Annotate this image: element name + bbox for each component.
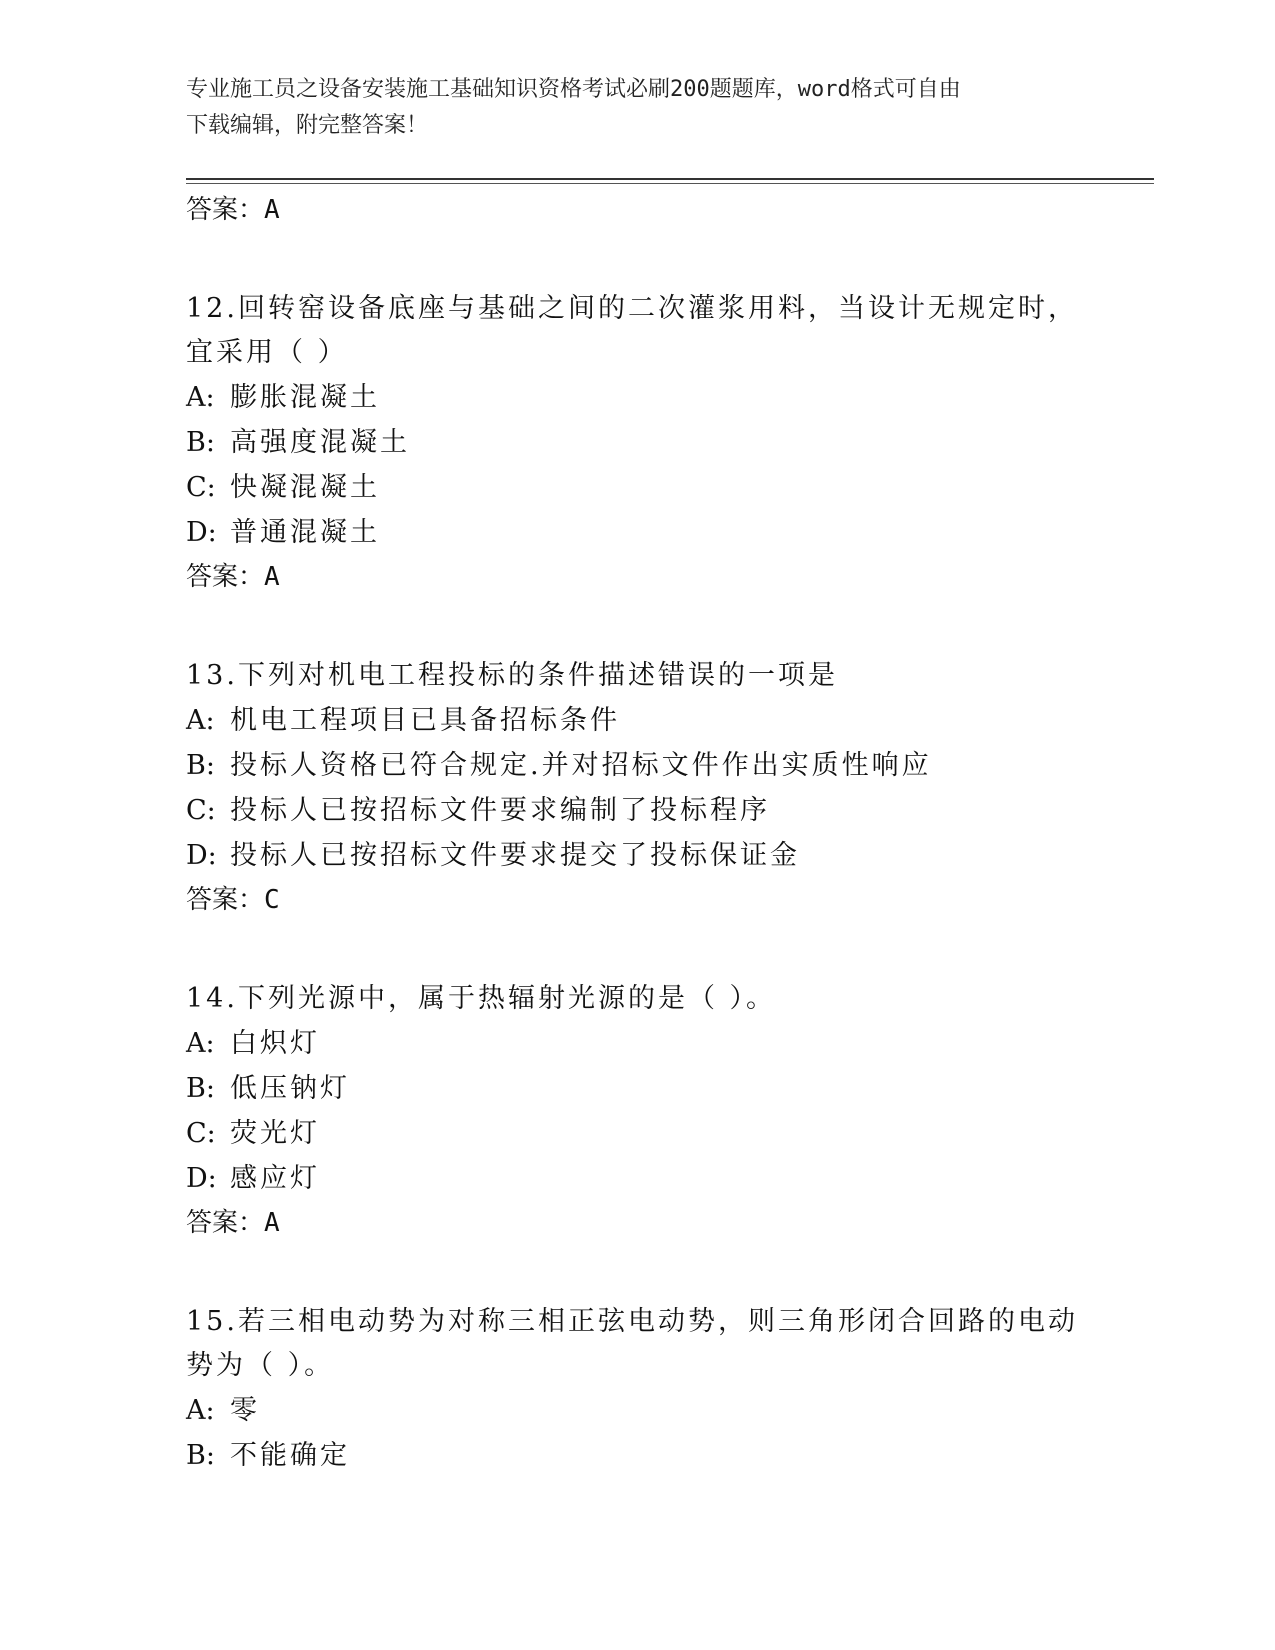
option-text: 感应灯 [230,1163,320,1194]
answer-line: 答案：A [186,1208,280,1238]
question-stem: 13.下列对机电工程投标的条件描述错误的一项是 [186,660,838,691]
option-c [186,788,1154,833]
option-d [186,833,1154,878]
header-line-1: 专业施工员之设备安装施工基础知识资格考试必刷200题题库，word格式可自由 [186,77,961,102]
option-letter: B: [186,1440,215,1471]
option-letter: C: [186,795,216,826]
option-letter: B: [186,427,215,458]
option-b [186,743,1154,788]
option-letter: D: [186,840,217,871]
option-letter: A: [186,1395,215,1426]
option-text: 投标人已按招标文件要求提交了投标保证金 [230,840,800,871]
option-text: 荧光灯 [230,1118,320,1149]
option-text: 低压钠灯 [230,1073,350,1104]
question-stem: 14.下列光源中，属于热辐射光源的是（ ）。 [186,983,777,1014]
option-text: 快凝混凝土 [230,472,380,503]
option-letter: A: [186,1028,215,1059]
option-b [186,1433,1154,1478]
option-text: 普通混凝土 [230,517,380,548]
question-13 [186,654,1154,922]
question-14 [186,977,1154,1245]
option-text: 投标人已按招标文件要求编制了投标程序 [230,795,770,826]
question-list [186,186,1154,1478]
option-d [186,1156,1154,1201]
header-line-2: 下载编辑，附完整答案！ [186,113,429,138]
option-letter: D: [186,517,217,548]
document-header [186,72,1086,144]
header-divider-thin [186,183,1154,184]
answer-line: 答案：C [186,885,280,915]
option-text: 投标人资格已符合规定.并对招标文件作出实质性响应 [230,750,932,781]
header-divider-thick [186,178,1154,180]
option-c [186,1111,1154,1156]
option-a [186,698,1154,743]
option-letter: B: [186,750,215,781]
question-stem: 15.若三相电动势为对称三相正弦电动势，则三角形闭合回路的电动势为（ ）。 [186,1306,1078,1381]
option-a [186,1388,1154,1433]
option-letter: C: [186,472,216,503]
option-text: 高强度混凝土 [230,427,410,458]
option-c [186,465,1154,510]
previous-answer: 答案：A [186,195,280,225]
question-15 [186,1300,1154,1478]
option-b [186,1066,1154,1111]
option-letter: B: [186,1073,215,1104]
option-b [186,420,1154,465]
option-letter: A: [186,705,215,736]
option-text: 机电工程项目已具备招标条件 [230,705,620,736]
answer-line: 答案：A [186,562,280,592]
option-text: 零 [230,1395,260,1426]
question-12 [186,287,1154,599]
question-stem: 12.回转窑设备底座与基础之间的二次灌浆用料，当设计无规定时，宜采用（ ） [186,293,1078,368]
option-text: 不能确定 [230,1440,350,1471]
option-a [186,375,1154,420]
option-letter: C: [186,1118,216,1149]
option-letter: D: [186,1163,217,1194]
option-letter: A: [186,382,215,413]
option-a [186,1021,1154,1066]
option-text: 白炽灯 [230,1028,320,1059]
option-d [186,510,1154,555]
option-text: 膨胀混凝土 [230,382,380,413]
